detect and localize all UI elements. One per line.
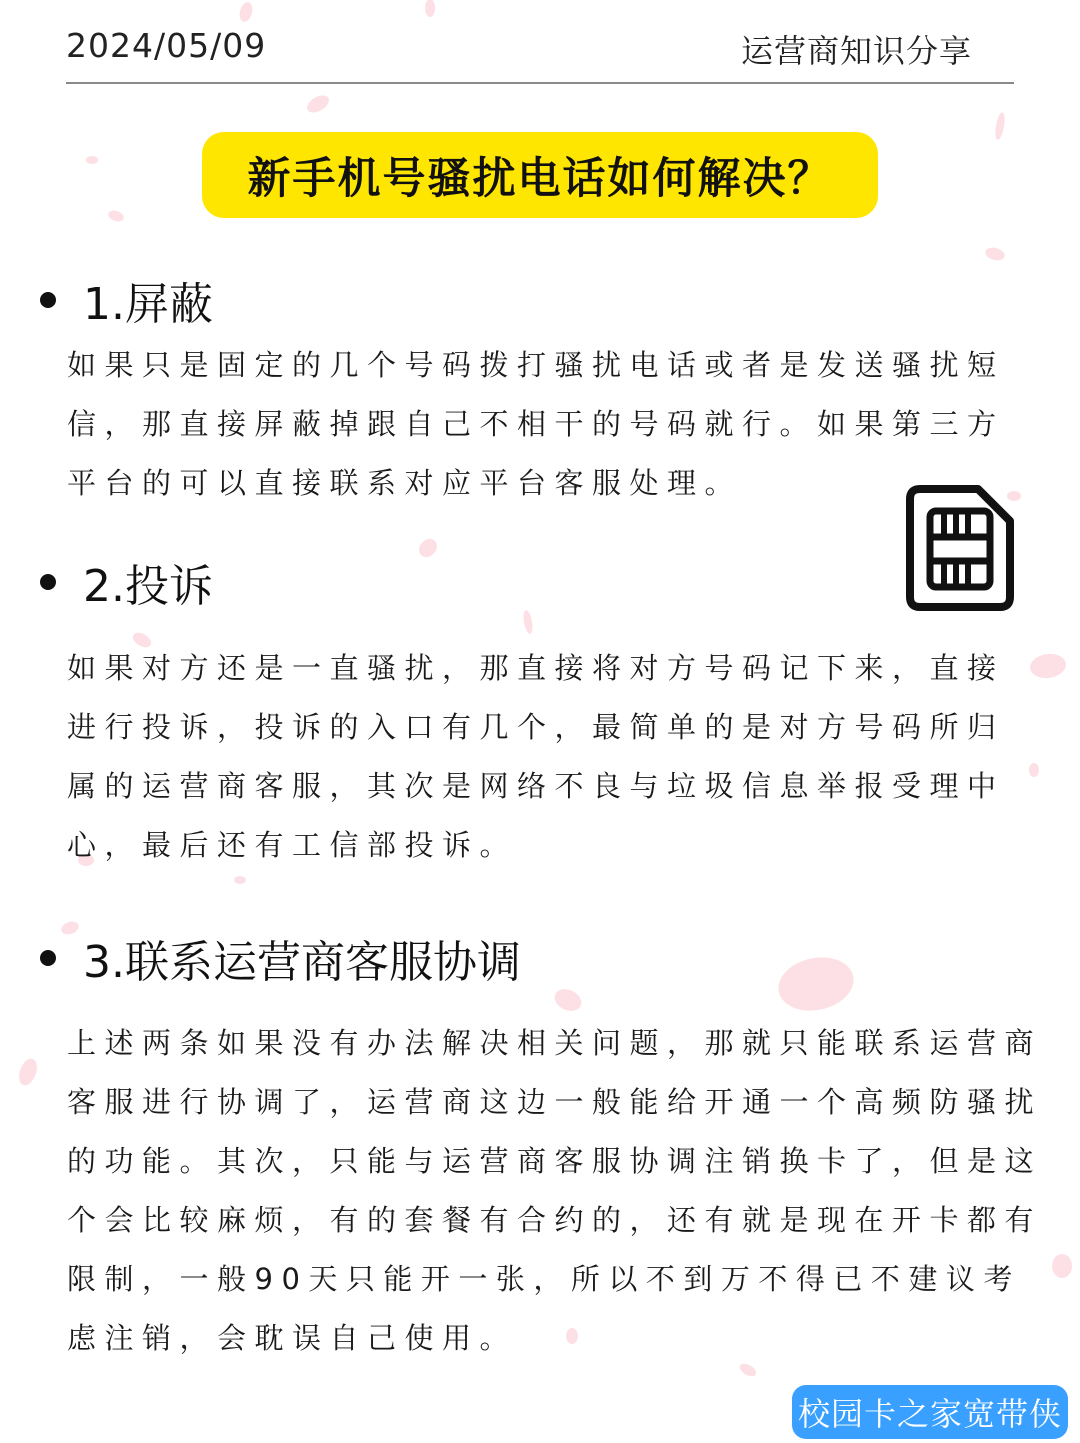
text-line: 虑注销，会耽误自己使用。: [67, 1321, 518, 1355]
title-banner: [202, 132, 878, 218]
text-line: 上述两条如果没有办法解决相关问题，那就只能联系运营商: [67, 1026, 1043, 1060]
text-line: 平台的可以直接联系对应平台客服处理。: [67, 466, 743, 500]
section-1-body: [67, 336, 1005, 513]
bullet-icon: [40, 292, 56, 308]
text-line: 客服进行协调了，运营商这边一般能给开通一个高频防骚扰: [67, 1085, 1043, 1119]
section-2-heading: [40, 552, 213, 612]
bullet-icon: [40, 574, 56, 590]
section-heading-text: 3.联系运营商客服协调: [83, 937, 521, 988]
channel-name: 运营商知识分享: [740, 32, 972, 70]
section-3-heading: [40, 928, 521, 988]
text-line: 心，最后还有工信部投诉。: [67, 828, 518, 862]
text-line: 进行投诉，投诉的入口有几个，最简单的是对方号码所归: [67, 710, 1005, 744]
post-date: 2024/05/09: [66, 26, 267, 65]
text-line: 信，那直接屏蔽掉跟自己不相干的号码就行。如果第三方: [67, 407, 1005, 441]
text-line: 限制，一般90天只能开一张，所以不到万不得已不建议考: [67, 1262, 1021, 1296]
author-tag: [792, 1385, 1068, 1439]
section-heading-text: 1.屏蔽: [83, 279, 213, 330]
section-2-body: [67, 639, 1005, 875]
section-1-heading: [40, 270, 213, 330]
section-heading-text: 2.投诉: [83, 561, 213, 612]
page-title: 新手机号骚扰电话如何解决？: [247, 153, 833, 204]
bullet-icon: [40, 950, 56, 966]
text-line: 的功能。其次，只能与运营商客服协调注销换卡了，但是这: [67, 1144, 1043, 1178]
header: [66, 26, 1014, 70]
text-line: 个会比较麻烦，有的套餐有合约的，还有就是现在开卡都有: [67, 1203, 1043, 1237]
sim-card-icon: [906, 485, 1014, 611]
author-tag-label: 校园卡之家宽带侠: [797, 1395, 1062, 1433]
header-divider: [66, 82, 1014, 84]
text-line: 如果只是固定的几个号码拨打骚扰电话或者是发送骚扰短: [67, 348, 1005, 382]
text-line: 属的运营商客服，其次是网络不良与垃圾信息举报受理中: [67, 769, 1005, 803]
text-line: 如果对方还是一直骚扰，那直接将对方号码记下来，直接: [67, 651, 1005, 685]
section-3-body: [67, 1014, 1042, 1368]
